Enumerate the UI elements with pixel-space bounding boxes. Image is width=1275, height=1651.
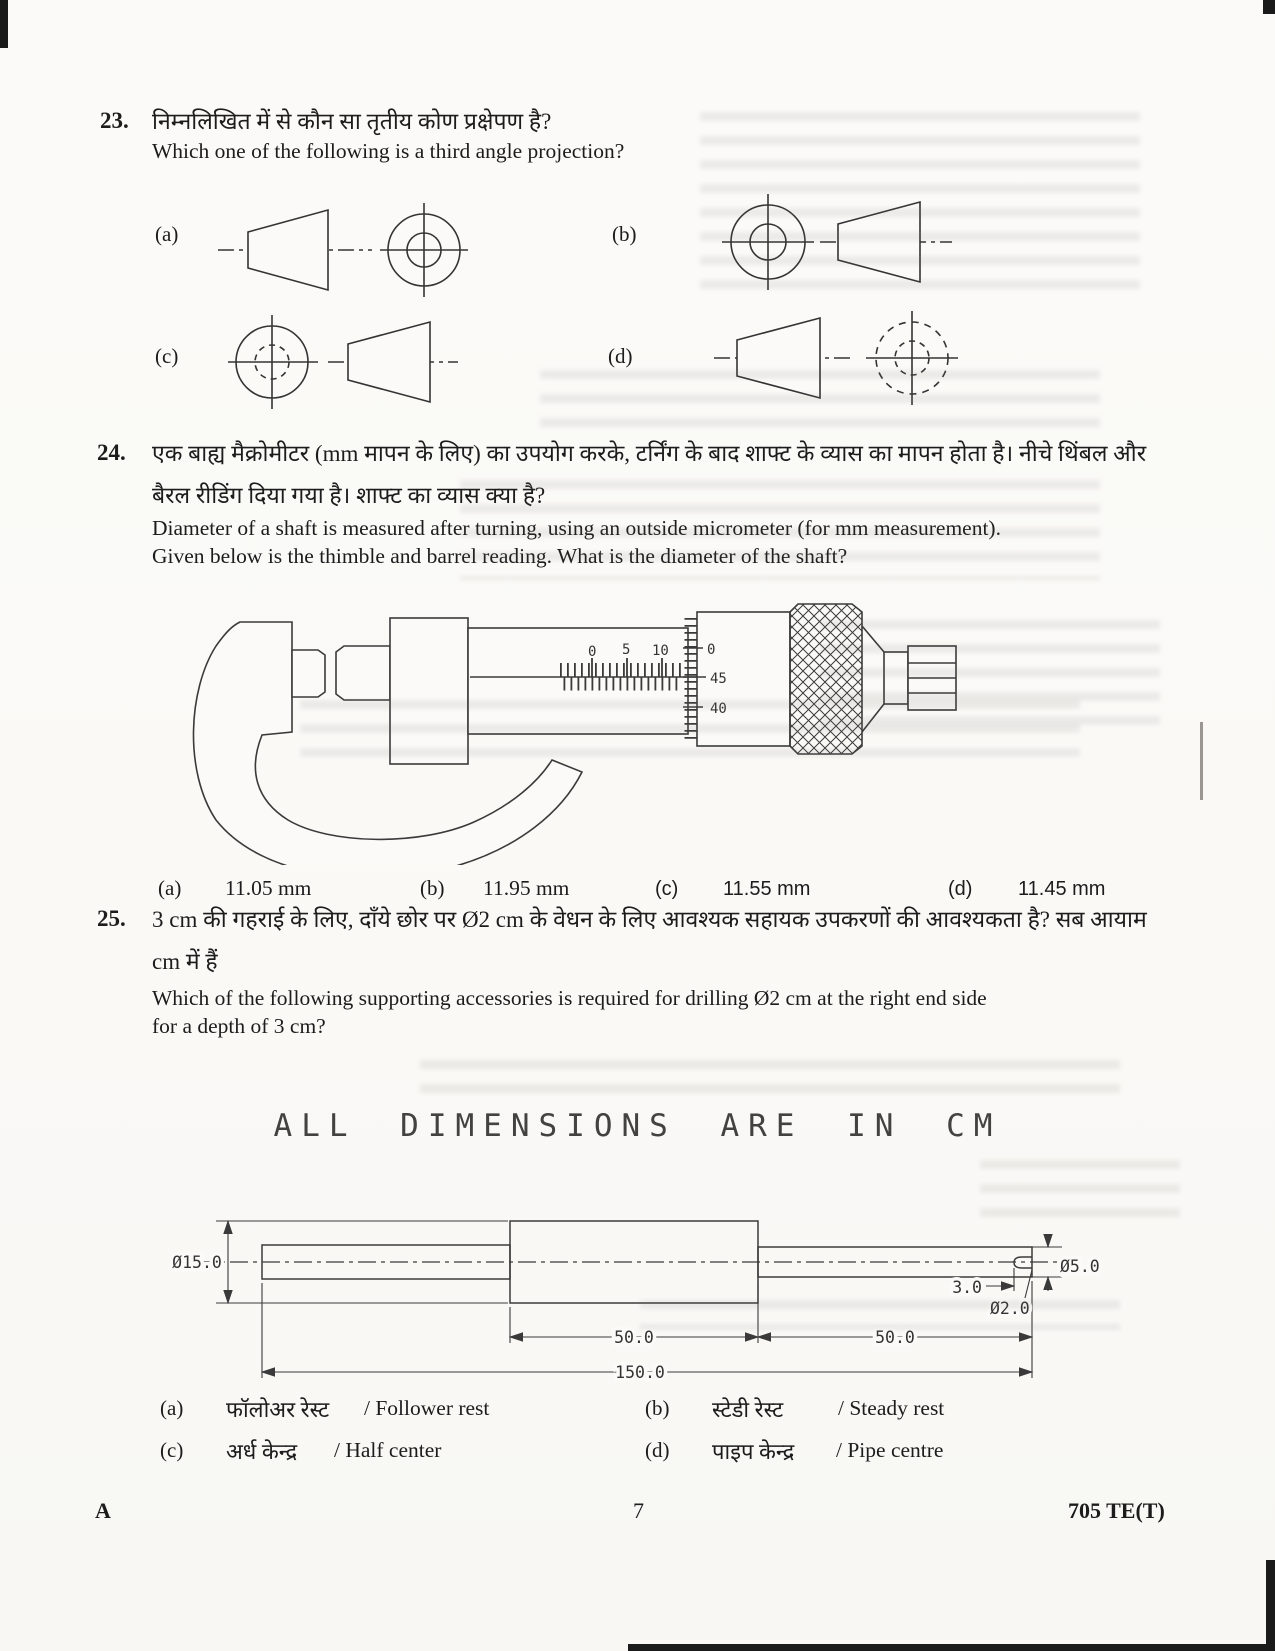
q23-text-hindi: निम्नलिखित में से कौन सा तृतीय कोण प्रक्षेपण है? (152, 109, 552, 134)
scan-edge-artifact (1266, 1560, 1275, 1651)
dim-length-right: 50.0 (875, 1328, 915, 1347)
q25-option-c-label: (c) (160, 1438, 184, 1462)
thimble-scale-0: 0 (707, 642, 716, 658)
q23-option-a-label: (a) (155, 222, 179, 246)
q25-option-a-hindi: फॉलोअर रेस्ट (226, 1397, 330, 1422)
sleeve-scale-5: 5 (622, 642, 631, 658)
footer-set-code: A (95, 1498, 111, 1523)
footer-paper-code: 705 TE(T) (1068, 1498, 1165, 1523)
q25-option-d-english: / Pipe centre (836, 1438, 944, 1462)
q25-option-a-english: / Follower rest (364, 1396, 490, 1420)
q25-option-c-hindi: अर्ध केन्द्र (226, 1439, 298, 1464)
q25-option-b-label: (b) (645, 1396, 670, 1420)
q25-number: 25. (97, 906, 126, 931)
thimble-scale-40: 40 (710, 701, 727, 717)
q24-option-c-label: (c) (655, 878, 679, 900)
q24-text-english-line1: Diameter of a shaft is measured after turning, using an outside micrometer (for mm measurement). (152, 516, 1001, 540)
q24-option-d-value: 11.45 mm (1018, 878, 1106, 900)
dim-dia-right: Ø5.0 (1060, 1257, 1100, 1276)
q24-option-c-value: 11.55 mm (723, 878, 811, 900)
q25-option-d-label: (d) (645, 1438, 670, 1462)
q25-option-c-english: / Half center (334, 1438, 442, 1462)
q25-option-b-hindi: स्टेडी रेस्ट (712, 1397, 784, 1422)
scan-fold-artifact (1200, 722, 1203, 800)
q24-option-b-label: (b) (420, 876, 445, 900)
bleed-through-artifact (540, 370, 1100, 430)
bleed-through-artifact (460, 480, 1100, 580)
q25-text-hindi-line2: cm में हैं (152, 949, 218, 974)
q24-option-a-label: (a) (158, 876, 182, 900)
dim-dia-hole: Ø2.0 (990, 1299, 1030, 1318)
q25-text-english-line2: for a depth of 3 cm? (152, 1014, 326, 1038)
scan-edge-artifact (628, 1644, 1275, 1651)
q24-number: 24. (97, 440, 126, 465)
q25-option-a-label: (a) (160, 1396, 184, 1420)
q23-text-english: Which one of the following is a third angle projection? (152, 139, 625, 163)
q23-option-b-label: (b) (612, 222, 637, 246)
dim-hole-depth: 3.0 (952, 1278, 982, 1297)
sleeve-scale-10: 10 (652, 643, 669, 659)
dim-dia-left: Ø15.0 (172, 1253, 222, 1272)
shaft-drawing-title: ALL DIMENSIONS ARE IN CM (273, 1108, 1002, 1144)
sleeve-scale-0: 0 (588, 644, 597, 660)
bleed-through-artifact (420, 1060, 1120, 1100)
q23-option-d-label: (d) (608, 344, 633, 368)
q23-option-c-label: (c) (155, 344, 179, 368)
q25-option-b-english: / Steady rest (838, 1396, 945, 1420)
dim-length-total: 150.0 (615, 1363, 665, 1382)
dim-length-mid: 50.0 (614, 1328, 654, 1347)
q24-option-d-label: (d) (948, 878, 973, 900)
thimble-scale-45: 45 (710, 671, 727, 687)
q24-text-hindi-line2: बैरल रीडिंग दिया गया है। शाफ्ट का व्यास क्या है? (152, 483, 546, 508)
bleed-through-artifact (980, 1160, 1180, 1220)
q25-option-d-hindi: पाइप केन्द्र (712, 1439, 795, 1464)
q24-option-a-value: 11.05 mm (225, 876, 312, 900)
footer-page-number: 7 (633, 1498, 644, 1523)
q24-text-hindi-line1: एक बाह्य मैक्रोमीटर (mm मापन के लिए) का उपयोग करके, टर्निंग के बाद शाफ्ट के व्यास का मापन होता है। नीचे थिंबल और (152, 441, 1147, 466)
bleed-through-artifact (640, 1300, 1120, 1330)
scan-edge-artifact (0, 0, 8, 48)
q25-text-english-line1: Which of the following supporting accessories is required for drilling Ø2 cm at the right end side (152, 986, 987, 1010)
q24-text-english-line2: Given below is the thimble and barrel reading. What is the diameter of the shaft? (152, 544, 848, 568)
scan-edge-artifact (1263, 0, 1275, 14)
q24-option-b-value: 11.95 mm (483, 876, 570, 900)
bleed-through-artifact (300, 700, 1080, 760)
q25-text-hindi-line1: 3 cm की गहराई के लिए, दाँये छोर पर Ø2 cm के वेधन के लिए आवश्यक सहायक उपकरणों की आवश्यकता है? सब आयाम (152, 907, 1147, 932)
bleed-through-artifact (700, 112, 1140, 292)
q23-number: 23. (100, 108, 129, 133)
